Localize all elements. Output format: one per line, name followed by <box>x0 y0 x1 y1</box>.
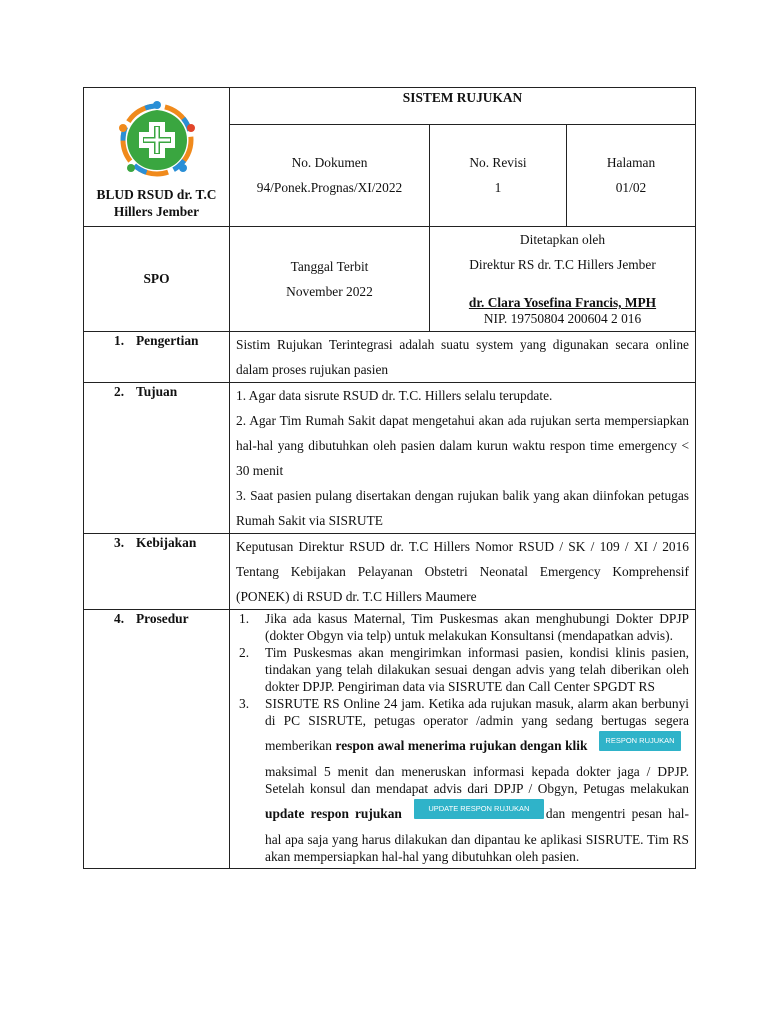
procedure-emphasis: respon awal menerima rujukan dengan klik <box>335 738 588 753</box>
issue-date-label: Tanggal Terbit <box>290 259 369 274</box>
issue-date-cell <box>230 227 430 332</box>
approval-label: Ditetapkan oleh <box>519 232 606 247</box>
signatory-nip: NIP. 19750804 200604 2 016 <box>483 311 642 326</box>
page-label: Halaman <box>606 155 656 171</box>
logo-cell <box>84 88 230 227</box>
procedure-text: dan mengentri pesan hal-hal apa saja yang harus dilakukan dan dipantau ke aplikasi SISRUTE. Tim RS akan mempersiapkan hal-hal yang dibutuhkan oleh pasien. <box>265 806 689 864</box>
document-title: SISTEM RUJUKAN <box>230 88 696 125</box>
page-value: 01/02 <box>615 180 647 196</box>
section-number: 3. <box>114 535 125 550</box>
doc-number-cell <box>230 124 430 226</box>
procedure-number: 2. <box>239 645 250 660</box>
respon-rujukan-button[interactable]: RESPON RUJUKAN <box>599 731 681 751</box>
section-number: 1. <box>114 333 125 348</box>
section-body-tujuan <box>230 383 696 534</box>
procedure-item <box>239 610 689 644</box>
page-cell <box>567 124 696 226</box>
section-body-kebijakan <box>230 534 696 610</box>
procedure-text: SISRUTE RS Online 24 jam. Ketika ada rujukan masuk, alarm akan berbunyi di PC SISRUTE, petugas operator /admin yang sedang bertugas segera memberikan <box>265 696 689 753</box>
procedure-number: 1. <box>239 611 250 626</box>
revision-value: 1 <box>494 180 502 196</box>
procedure-text: Jika ada kasus Maternal, Tim Puskesmas akan menghubungi Dokter DPJP (dokter Obgyn via telp) untuk melakukan Konsultansi (mendapatkan advis). <box>265 611 689 643</box>
hospital-logo-icon <box>111 100 203 180</box>
section-label: Prosedur <box>136 611 189 626</box>
issue-date-value: November 2022 <box>286 284 373 299</box>
doc-number-value: 94/Ponek.Prognas/XI/2022 <box>256 180 403 196</box>
kebijakan-text: Keputusan Direktur RSUD dr. T.C Hillers Nomor RSUD / SK / 109 / XI / 2016 Tentang Kebijakan Pelayanan Obstetri Neonatal Emergency Komprehensif (PONEK) di RSUD dr. T.C Hillers Maumere <box>236 539 689 604</box>
org-name: BLUD RSUD dr. T.C Hillers Jember <box>96 187 217 219</box>
pengertian-text: Sistim Rujukan Terintegrasi adalah suatu system yang digunakan secara online dalam proses rujukan pasien <box>236 337 689 377</box>
procedure-text: Tim Puskesmas akan mengirimkan informasi pasien, kondisi klinis pasien, tindakan yang telah dilakukan sesuai dengan advis yang telah diberikan oleh dokter DPJP. Pengiriman data via SISRUTE dan Call Center SPGDT RS <box>265 645 689 694</box>
section-head-prosedur <box>84 610 230 869</box>
doc-number-label: No. Dokumen <box>291 155 368 171</box>
spo-document <box>83 87 695 869</box>
section-head-kebijakan <box>84 534 230 610</box>
signatory-name: dr. Clara Yosefina Francis, MPH <box>468 295 657 310</box>
procedure-item <box>239 695 689 865</box>
revision-label: No. Revisi <box>469 155 527 171</box>
section-label: Pengertian <box>136 333 199 348</box>
spo-table <box>83 87 696 869</box>
spo-label: SPO <box>84 227 230 332</box>
section-head-tujuan <box>84 383 230 534</box>
tujuan-item: 1. Agar data sisrute RSUD dr. T.C. Hillers selalu terupdate. <box>236 388 553 403</box>
approval-cell <box>430 227 696 332</box>
procedure-text: maksimal 5 menit dan meneruskan informasi kepada dokter jaga / DPJP. Setelah konsul dan mendapat advis dari DPJP / Obgyn, Petugas melakukan <box>265 764 689 796</box>
section-body-prosedur <box>230 610 696 869</box>
section-label: Tujuan <box>136 384 178 399</box>
tujuan-item: 3. Saat pasien pulang disertakan dengan rujukan balik yang akan diinfokan petugas Rumah Sakit via SISRUTE <box>236 488 689 528</box>
approval-by: Direktur RS dr. T.C Hillers Jember <box>469 257 656 272</box>
section-label: Kebijakan <box>136 535 197 550</box>
section-number: 4. <box>114 611 125 626</box>
procedure-item <box>239 644 689 695</box>
tujuan-item: 2. Agar Tim Rumah Sakit dapat mengetahui akan ada rujukan serta mempersiapkan hal-hal yang dibutuhkan oleh pasien dalam kurun waktu respon time emergency < 30 menit <box>236 413 689 478</box>
procedure-number: 3. <box>239 696 250 711</box>
update-respon-rujukan-button[interactable]: UPDATE RESPON RUJUKAN <box>414 799 544 819</box>
procedure-list <box>230 610 695 865</box>
revision-cell <box>430 124 567 226</box>
section-head-pengertian <box>84 332 230 383</box>
section-number: 2. <box>114 384 125 399</box>
section-body-pengertian <box>230 332 696 383</box>
procedure-emphasis: update respon rujukan <box>265 806 402 821</box>
